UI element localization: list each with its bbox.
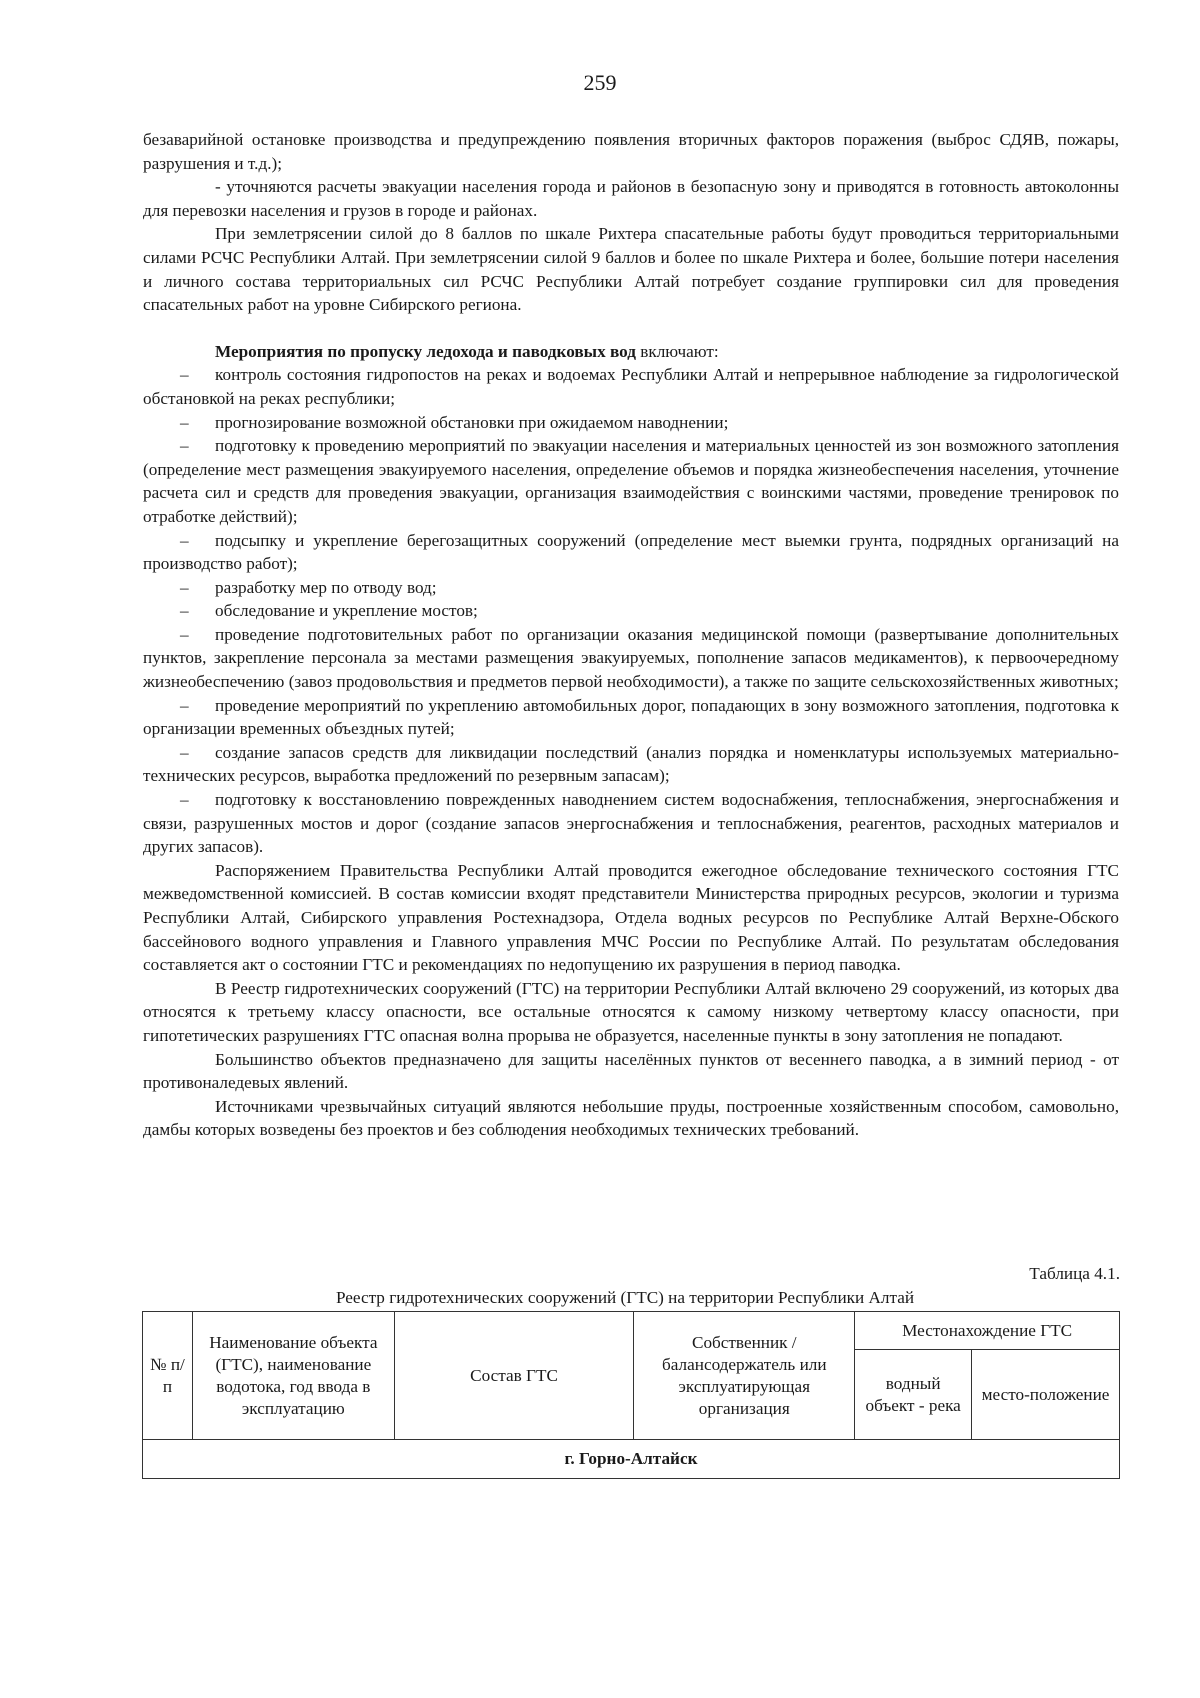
paragraph-commission: Распоряжением Правительства Республики Алтай проводится ежегодное обследование технического состояния ГТС межведомственной комиссией. В состав комиссии входят представители Министерства природных ресурсов, экологии и туризма Республики Алтай, Сибирского управления Ростехнадзора, Отдела водных ресурсов по Республике Алтай Верхне-Обского бассейнового водного управления и Главного управления МЧС России по Республике Алтай. По результатам обследования составляется акт о состоянии ГТС и рекомендациях по недопущению их разрушения в период паводка. bbox=[143, 860, 1119, 975]
table-number: Таблица 4.1. bbox=[1029, 1264, 1120, 1283]
bullet-item: – подсыпку и укрепление берегозащитных сооружений (определение мест выемки грунта, подрядных организаций на производство работ); bbox=[143, 530, 1119, 574]
body-text bbox=[143, 128, 1119, 1142]
paragraph-sources: Источниками чрезвычайных ситуаций являются небольшие пруды, построенные хозяйственным способом, самовольно, дамбы которых возведены без проектов и без соблюдения необходимых технических требований. bbox=[143, 1096, 1119, 1140]
heading-bold: Мероприятия по пропуску ледохода и паводковых вод bbox=[215, 341, 636, 361]
bullet-item: – проведение мероприятий по укреплению автомобильных дорог, попадающих в зону возможного затопления, подготовка к организации временных объездных путей; bbox=[143, 695, 1119, 739]
header-name: Наименование объекта (ГТС), наименование водотока, год ввода в эксплуатацию bbox=[192, 1312, 394, 1440]
bullet-item: – обследование и укрепление мостов; bbox=[180, 601, 478, 621]
section-city: г. Горно-Алтайск bbox=[143, 1440, 1120, 1479]
header-num: № п/п bbox=[143, 1312, 193, 1440]
bullet-item: – создание запасов средств для ликвидации последствий (анализ порядка и номенклатуры используемых материально-технических ресурсов, выработка предложений по резервным запасам); bbox=[143, 742, 1119, 786]
heading-rest: включают: bbox=[635, 341, 719, 361]
paragraph-earthquake: При землетрясении силой до 8 баллов по шкале Рихтера спасательные работы будут проводиться территориальными силами РСЧС Республики Алтай. При землетрясении силой 9 баллов и более по шкале Рихтера и более, большие потери населения и личного состава территориальных сил РСЧС Республики Алтай потребует создание группировки сил для проведения спасательных работ на уровне Сибирского региона. bbox=[143, 224, 1119, 315]
header-location: Местонахождение ГТС bbox=[855, 1312, 1120, 1350]
bullet-item: – прогнозирование возможной обстановки при ожидаемом наводнении; bbox=[180, 412, 729, 432]
paragraph-objects: Большинство объектов предназначено для защиты населённых пунктов от весеннего паводка, а в зимний период - от противоналедевых явлений. bbox=[143, 1049, 1119, 1093]
header-composition: Состав ГТС bbox=[394, 1312, 634, 1440]
page-number: 259 bbox=[583, 70, 617, 95]
bullet-item: – контроль состояния гидропостов на реках и водоемах Республики Алтай и непрерывное наблюдение за гидрологической обстановкой на реках республики; bbox=[143, 365, 1119, 408]
bullet-item: – подготовку к проведению мероприятий по эвакуации населения и материальных ценностей из зон возможного затопления (определение мест размещения эвакуируемого населения, определение объемов и порядка жизнеобеспечения населения, уточнение расчета сил и средств для проведения эвакуации, организация взаимодействия с воинскими частями, проведение тренировок по отработке действий); bbox=[143, 436, 1119, 526]
header-owner: Собственник / балансодержатель или эксплуатирующая организация bbox=[634, 1312, 855, 1440]
bullet-item: – проведение подготовительных работ по организации оказания медицинской помощи (развертывание дополнительных пунктов, закрепление персонала за местами размещения эвакуируемых, пополнение запасов медикаментов), к первоочередному жизнеобеспечению (завоз продовольствия и предметов первой необходимости), а также по защите сельскохозяйственных животных; bbox=[143, 624, 1119, 692]
paragraph-cont: безаварийной остановке производства и предупреждению появления вторичных факторов поражения (выброс СДЯВ, пожары, разрушения и т.д.); bbox=[143, 130, 1119, 173]
bullet-item: – подготовку к восстановлению поврежденных наводнением систем водоснабжения, теплоснабжения, энергоснабжения и связи, разрушенных мостов и дорог (создание запасов энергоснабжения и теплоснабжения, реагентов, расходных материалов и других запасов). bbox=[143, 790, 1119, 857]
bullet-item: – разработку мер по отводу вод; bbox=[180, 577, 437, 597]
registry-table bbox=[142, 1311, 1120, 1479]
table-title: Реестр гидротехнических сооружений (ГТС) на территории Республики Алтай bbox=[335, 1288, 915, 1307]
paragraph-evacuation: - уточняются расчеты эвакуации населения города и районов в безопасную зону и приводятся в готовность автоколонны для перевозки населения и грузов в городе и районах. bbox=[143, 177, 1119, 220]
section-heading bbox=[143, 340, 1119, 364]
paragraph-registry: В Реестр гидротехнических сооружений (ГТС) на территории Республики Алтай включено 29 сооружений, из которых два относятся к третьему классу опасности, все остальные относятся к самому низкому четвертому классу опасности, при гипотетических разрушениях ГТС опасная волна прорыва не образуется, населенные пункты в зону затопления не попадают. bbox=[143, 978, 1119, 1045]
header-water-object: водный объект - река bbox=[855, 1350, 972, 1440]
header-position: место-положение bbox=[972, 1350, 1120, 1440]
